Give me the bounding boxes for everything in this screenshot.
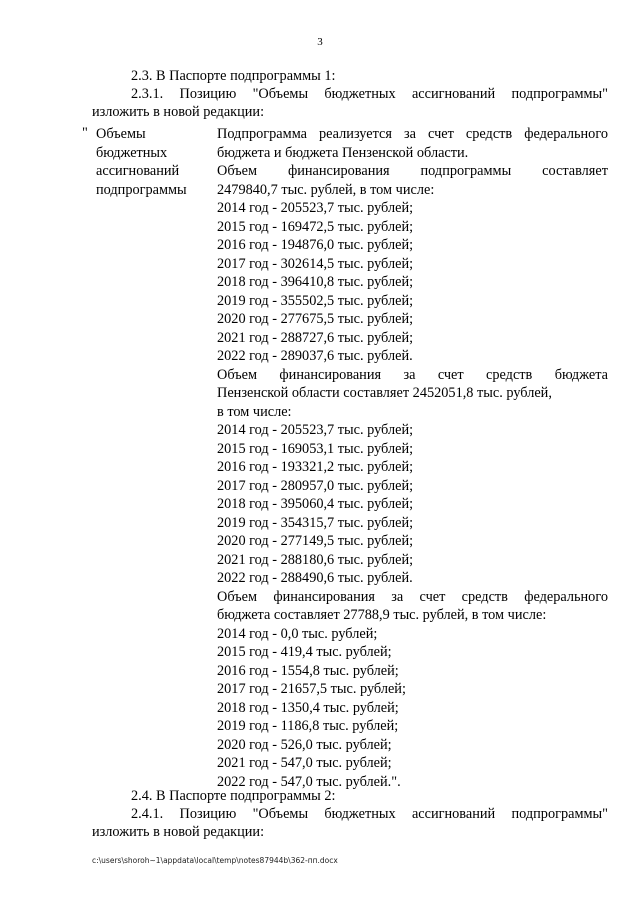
page-number: 3	[317, 36, 323, 48]
word: Позицию	[179, 86, 237, 102]
content-line: бюджета и бюджета Пензенской области.	[217, 144, 469, 161]
word: бюджетных	[324, 86, 396, 102]
position-label-line: ассигнований	[96, 163, 180, 179]
word: ассигнований	[411, 806, 496, 822]
content-line: 2015 год - 169053,1 тыс. рублей;	[217, 440, 414, 457]
word: подпрограммы"	[511, 86, 608, 102]
word: счет	[419, 588, 446, 605]
word: 2.4.1.	[131, 806, 164, 822]
section-2-4-heading: 2.4. В Паспорте подпрограммы 2:	[131, 788, 336, 804]
word: Подпрограмма	[217, 126, 307, 142]
section-2-3-heading: 2.3. В Паспорте подпрограммы 1:	[131, 68, 336, 84]
content-line: 2014 год - 205523,7 тыс. рублей;	[217, 422, 414, 438]
content-line: 2017 год - 21657,5 тыс. рублей;	[217, 681, 406, 697]
word: составляет	[542, 163, 608, 179]
content-line	[217, 366, 608, 385]
content-line: в том числе:	[217, 403, 292, 420]
word: средств	[465, 126, 513, 142]
content-line: Пензенской области составляет 2452051,8 тыс. рублей,	[217, 385, 552, 401]
content-line: 2022 год - 288490,6 тыс. рублей.	[217, 570, 413, 586]
content-line: 2019 год - 354315,7 тыс. рублей;	[217, 514, 414, 531]
word: Объем	[217, 163, 258, 179]
content-line: 2015 год - 419,4 тыс. рублей;	[217, 644, 392, 660]
content-line: 2014 год - 205523,7 тыс. рублей;	[217, 200, 414, 216]
file-path-footer: c:\users\shoroh~1\appdata\local\temp\notes87944b\362-пп.docx	[92, 856, 338, 865]
content-line	[217, 162, 608, 181]
content-line	[217, 588, 608, 607]
position-content	[217, 125, 608, 791]
word: финансирования	[279, 366, 382, 383]
content-line: 2022 год - 547,0 тыс. рублей.".	[217, 773, 401, 790]
content-line: 2022 год - 289037,6 тыс. рублей.	[217, 348, 413, 364]
content-line: 2016 год - 1554,8 тыс. рублей;	[217, 662, 399, 679]
content-line: 2018 год - 395060,4 тыс. рублей;	[217, 496, 414, 512]
word: подпрограммы"	[511, 806, 608, 822]
content-line: 2015 год - 169472,5 тыс. рублей;	[217, 218, 414, 235]
position-label-line: Объемы	[96, 126, 146, 142]
content-line: 2016 год - 193321,2 тыс. рублей;	[217, 459, 414, 475]
section-2-4-1-line1	[131, 805, 608, 823]
word: "Объемы	[252, 806, 309, 822]
position-label	[96, 125, 187, 199]
content-line: 2020 год - 277675,5 тыс. рублей;	[217, 311, 414, 327]
word: "Объемы	[252, 86, 309, 102]
word: ассигнований	[411, 86, 496, 102]
position-label-line: подпрограммы	[96, 181, 187, 198]
content-line: 2017 год - 302614,5 тыс. рублей;	[217, 255, 414, 272]
word: финансирования	[273, 588, 375, 605]
content-line: 2016 год - 194876,0 тыс. рублей;	[217, 237, 414, 253]
section-2-3-1-line1	[131, 85, 608, 103]
opening-quote: "	[82, 125, 88, 141]
content-line: 2018 год - 396410,8 тыс. рублей;	[217, 274, 414, 290]
word: счет	[428, 126, 454, 142]
content-line: 2019 год - 355502,5 тыс. рублей;	[217, 292, 414, 309]
word: за	[403, 366, 416, 383]
word: средств	[461, 588, 508, 605]
content-line: 2019 год - 1186,8 тыс. рублей;	[217, 718, 399, 734]
word: федерального	[524, 126, 608, 142]
word: финансирования	[287, 163, 390, 179]
position-label-line: бюджетных	[96, 144, 168, 161]
content-line: 2021 год - 288180,6 тыс. рублей;	[217, 551, 414, 568]
word: Объем	[217, 366, 258, 383]
content-line: 2021 год - 547,0 тыс. рублей;	[217, 755, 392, 771]
content-line: 2479840,7 тыс. рублей, в том числе:	[217, 181, 435, 198]
content-line: 2018 год - 1350,4 тыс. рублей;	[217, 699, 399, 716]
word: средств	[486, 366, 533, 383]
word: бюджета	[554, 366, 608, 383]
word: Позицию	[179, 806, 237, 822]
word: реализуется	[319, 126, 392, 142]
word: подпрограммы	[420, 163, 512, 179]
word: бюджетных	[324, 806, 396, 822]
section-2-3-1-line2: изложить в новой редакции:	[92, 104, 265, 120]
content-line: 2017 год - 280957,0 тыс. рублей;	[217, 477, 414, 494]
word: Объем	[217, 588, 258, 605]
section-2-4-1-line2: изложить в новой редакции:	[92, 824, 265, 840]
word: федерального	[524, 588, 608, 605]
content-line: бюджета составляет 27788,9 тыс. рублей, в том числе:	[217, 607, 547, 623]
word: за	[403, 126, 416, 142]
content-line	[217, 125, 608, 144]
word: счет	[437, 366, 464, 383]
content-line: 2021 год - 288727,6 тыс. рублей;	[217, 329, 414, 346]
content-line: 2020 год - 277149,5 тыс. рублей;	[217, 533, 414, 549]
content-line: 2014 год - 0,0 тыс. рублей;	[217, 625, 378, 642]
word: 2.3.1.	[131, 86, 164, 102]
content-line: 2020 год - 526,0 тыс. рублей;	[217, 736, 392, 753]
word: за	[391, 588, 404, 605]
